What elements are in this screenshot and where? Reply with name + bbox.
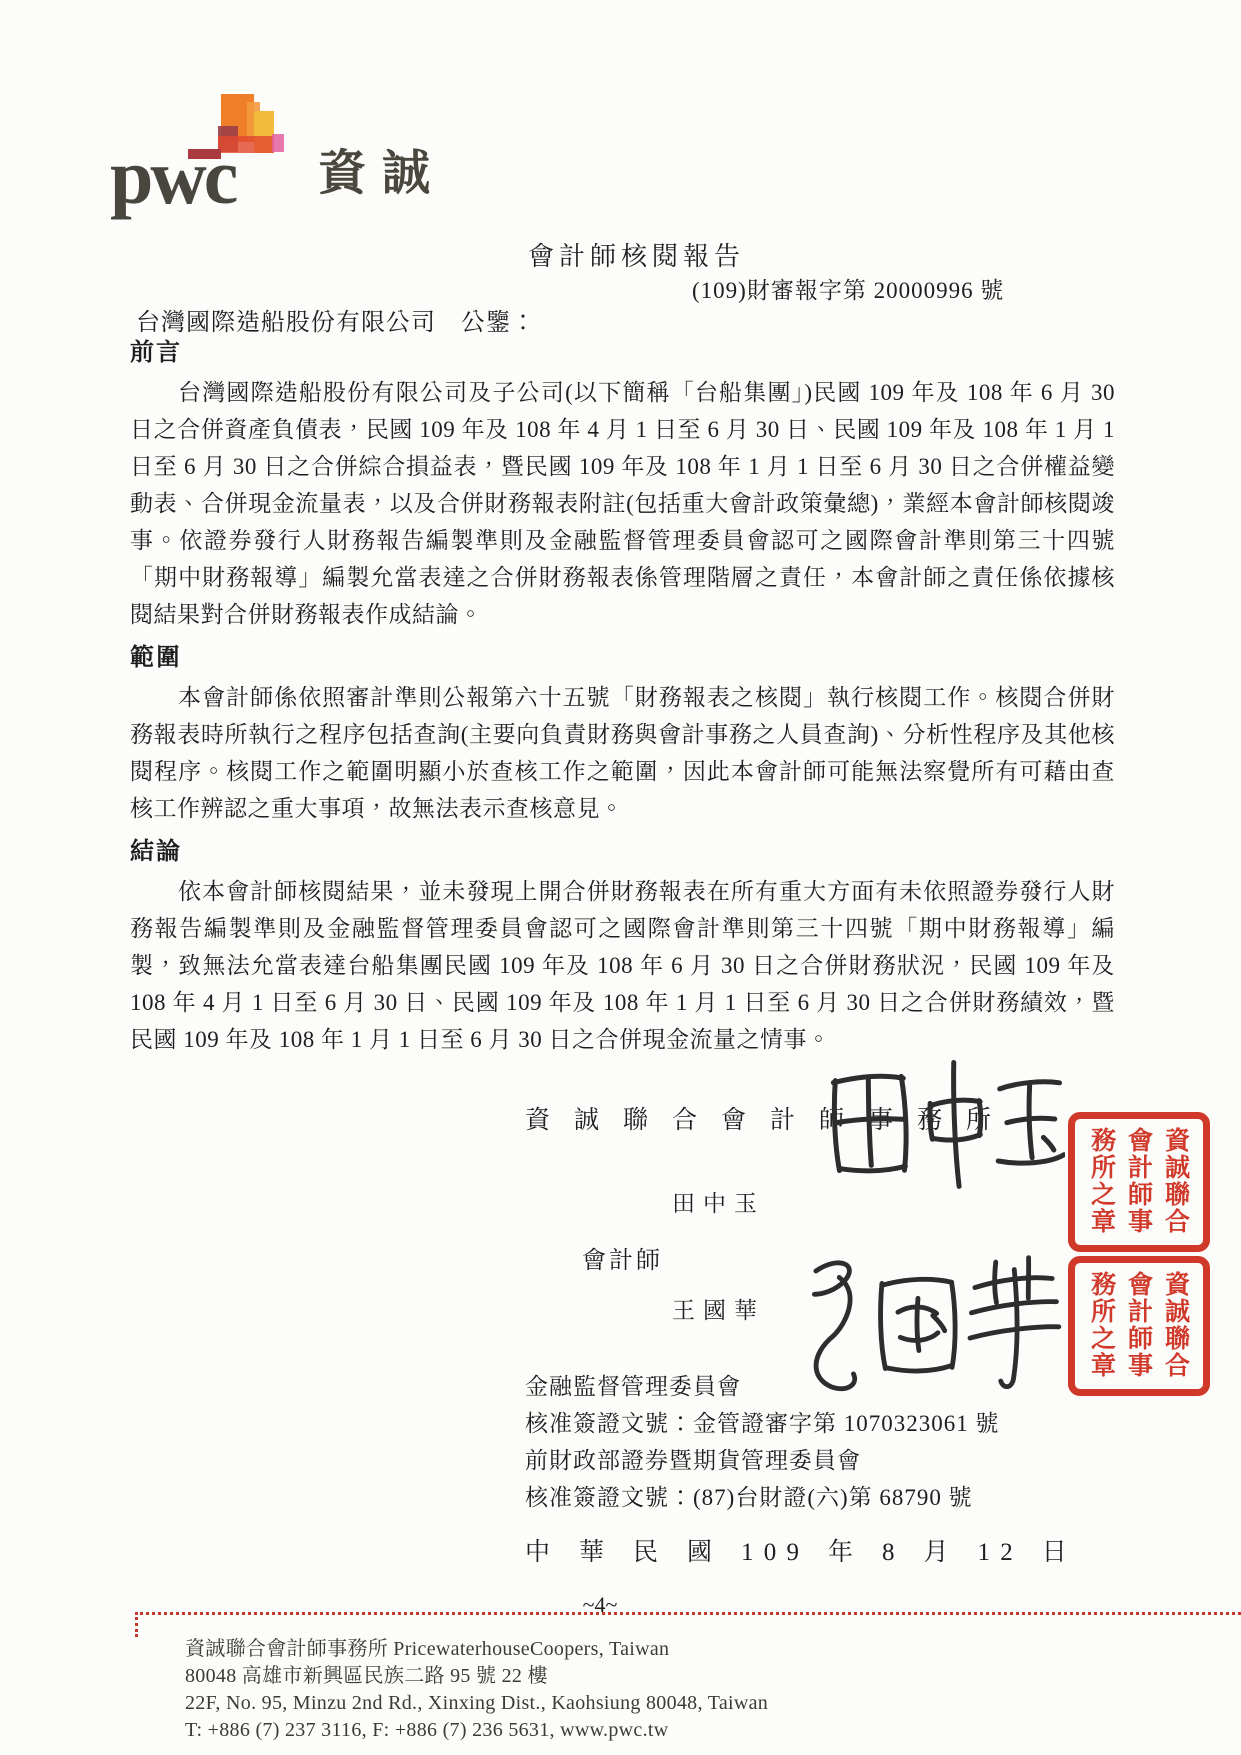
report-date-line: 中 華 民 國 1 0 9 年 8 月 1 2 日 [525,1539,1069,1566]
cpa-title-label: 會計師 [582,1248,663,1274]
footer-block [185,1636,768,1744]
footer-firm-line: 資誠聯合會計師事務所 PricewaterhouseCoopers, Taiwan [185,1638,670,1660]
regulator-line-sfc: 前財政部證券暨期貨管理委員會 [525,1448,861,1473]
firm-seal-2-text: 資誠聯合會計師事務所之章 [1087,1271,1191,1379]
regulator-line-fsc: 金融監督管理委員會 [525,1374,741,1399]
footer-address-en: 22F, No. 95, Minzu 2nd Rd., Xinxing Dist., Kaohsiung 80048, Taiwan [185,1692,769,1714]
regulator-line-sfc-ref: 核准簽證文號：(87)台財證(六)第 68790 號 [525,1485,973,1510]
firm-seal-1 [1068,1112,1210,1252]
section-conclusion-body: 依本會計師核閱結果，並未發現上開合併財務報表在所有重大方面有未依照證券發行人財務報告編製準則及金融監督管理委員會認可之國際會計準則第三十四號「期中財務報導」編製，致無法允當表達台船集團民國 109 年及 108 年 6 月 30 日之合併財務狀況，民國 109 年及 108 年 4 月 1 日至 6 月 30 日、民國 109 年及 108 年 1 月 1 日至 6 月 30 日之合併財務績效，暨民國 109 年及 108 年 1 月 1 日至 6 月 30 日之合併現金流量之情事。 [130,879,1116,1052]
section-conclusion-heading: 結論 [130,839,182,865]
report-ref-number: (109)財審報字第 20000996 號 [692,278,1005,303]
firm-seal-2 [1068,1256,1210,1396]
page-number: ~4~ [582,1592,618,1617]
pwc-wordmark: pwc [110,133,236,220]
section-foreword-heading: 前言 [130,340,182,366]
firm-seal-1-text: 資誠聯合會計師事務所之章 [1087,1127,1191,1235]
cpa1-printed-name: 田中玉 [672,1191,765,1216]
firm-name-line: 資誠聯合會計師事務所 [525,1107,1016,1134]
section-foreword-body: 台灣國際造船股份有限公司及子公司(以下簡稱「台船集團」)民國 109 年及 108 年 6 月 30 日之合併資產負債表，民國 109 年及 108 年 4 月 1 日至 6 月 30 日、民國 109 年及 108 年 1 月 1 日至 6 月 30 日之合併綜合損益表，暨民國 109 年及 108 年 1 月 1 日至 6 月 30 日之合併權益變動表、合併現金流量表，以及合併財務報表附註(包括重大會計政策彙總)，業經本會計師核閱竣事。依證券發行人財務報告編製準則及金融監督管理委員會認可之國際會計準則第三十四號「期中財務報導」編製允當表達之合併財務報表係管理階層之責任，本會計師之責任係依據核閱結果對合併財務報表作成結論。 [130,380,1115,627]
cpa2-printed-name: 王國華 [672,1298,765,1323]
report-body [130,338,1115,1058]
footer-address-zh: 80048 高雄市新興區民族二路 95 號 22 樓 [185,1665,548,1687]
section-scope-heading: 範圍 [130,645,182,671]
brand-chinese-name: 資誠 [318,147,447,200]
regulator-approval-block [525,1368,1000,1516]
footer-contact-line: T: +886 (7) 237 3116, F: +886 (7) 236 5631, www.pwc.tw [185,1719,669,1741]
addressee-line: 台灣國際造船股份有限公司 公鑒： [136,310,536,336]
report-title: 會計師核閱報告 [528,242,746,271]
section-scope-body: 本會計師係依照審計準則公報第六十五號「財務報表之核閱」執行核閱工作。核閱合併財務報表時所執行之程序包括查詢(主要向負責財務與會計事務之人員查詢)、分析性程序及其他核閱程序。核閱工作之範圍明顯小於查核工作之範圍，因此本會計師可能無法察覺所有可藉由查核工作辨認之重大事項，故無法表示查核意見。 [130,685,1115,821]
logo-block-pink [272,134,284,152]
footer-dotted-rule [135,1612,1241,1637]
regulator-line-fsc-ref: 核准簽證文號：金管證審字第 1070323061 號 [525,1411,1000,1436]
